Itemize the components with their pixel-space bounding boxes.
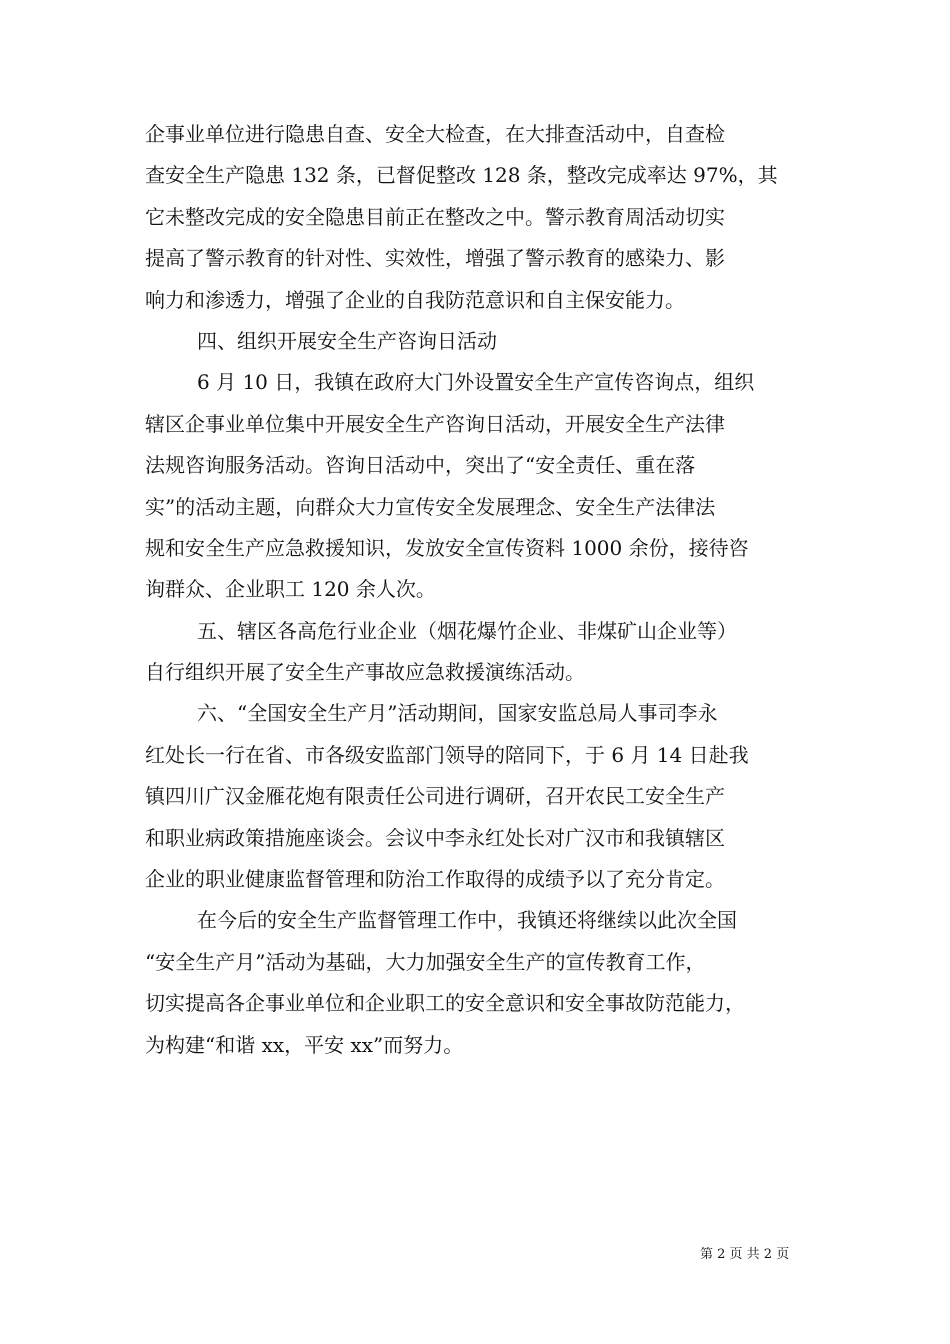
text-line: 6 月 10 日，我镇在政府大门外设置安全生产宣传咨询点，组织	[197, 370, 755, 395]
text-line: 企事业单位进行隐患自查、安全大检查，在大排查活动中，自查检	[145, 122, 725, 146]
text-line: 红处长一行在省、市各级安监部门领导的陪同下，于 6 月 14 日赴我	[145, 742, 749, 767]
text-line: 规和安全生产应急救援知识，发放安全宣传资料 1000 余份，接待咨	[145, 535, 749, 560]
document-body	[145, 114, 815, 1066]
text-line: 切实提高各企事业单位和企业职工的安全意识和安全事故防范能力，	[145, 991, 745, 1016]
text-line: 自行组织开展了安全生产事故应急救援演练活动。	[145, 660, 585, 685]
text-line: 提高了警示教育的针对性、实效性，增强了警示教育的感染力、影	[145, 246, 725, 271]
text-line: 五、辖区各高危行业企业（烟花爆竹企业、非煤矿山企业等）	[197, 618, 737, 643]
text-line: 在今后的安全生产监督管理工作中，我镇还将继续以此次全国	[197, 908, 737, 933]
text-line: 响力和渗透力，增强了企业的自我防范意识和自主保安能力。	[145, 287, 685, 312]
text-line: 为构建“和谐 xx，平安 xx”而努力。	[145, 1032, 464, 1057]
text-line: 六、“全国安全生产月”活动期间，国家安监总局人事司李永	[197, 701, 718, 726]
page-number-footer: 第 2 页 共 2 页	[700, 1247, 790, 1262]
text-line: 它未整改完成的安全隐患目前正在整改之中。警示教育周活动切实	[145, 204, 725, 229]
text-line: 查安全生产隐患 132 条，已督促整改 128 条，整改完成率达 97%，其	[145, 163, 778, 188]
text-line: 和职业病政策措施座谈会。会议中李永红处长对广汉市和我镇辖区	[145, 825, 725, 850]
text-line: 辖区企事业单位集中开展安全生产咨询日活动，开展安全生产法律	[145, 411, 725, 436]
text-line: 镇四川广汉金雁花炮有限责任公司进行调研，召开农民工安全生产	[145, 784, 725, 809]
text-line: 法规咨询服务活动。咨询日活动中，突出了“安全责任、重在落	[145, 453, 696, 478]
text-line: 实”的活动主题，向群众大力宣传安全发展理念、安全生产法律法	[145, 494, 716, 519]
text-line: 四、组织开展安全生产咨询日活动	[197, 328, 497, 353]
text-line: “安全生产月”活动为基础，大力加强安全生产的宣传教育工作，	[145, 949, 706, 974]
text-line: 询群众、企业职工 120 余人次。	[145, 577, 436, 602]
text-line: 企业的职业健康监督管理和防治工作取得的成绩予以了充分肯定。	[145, 867, 725, 892]
